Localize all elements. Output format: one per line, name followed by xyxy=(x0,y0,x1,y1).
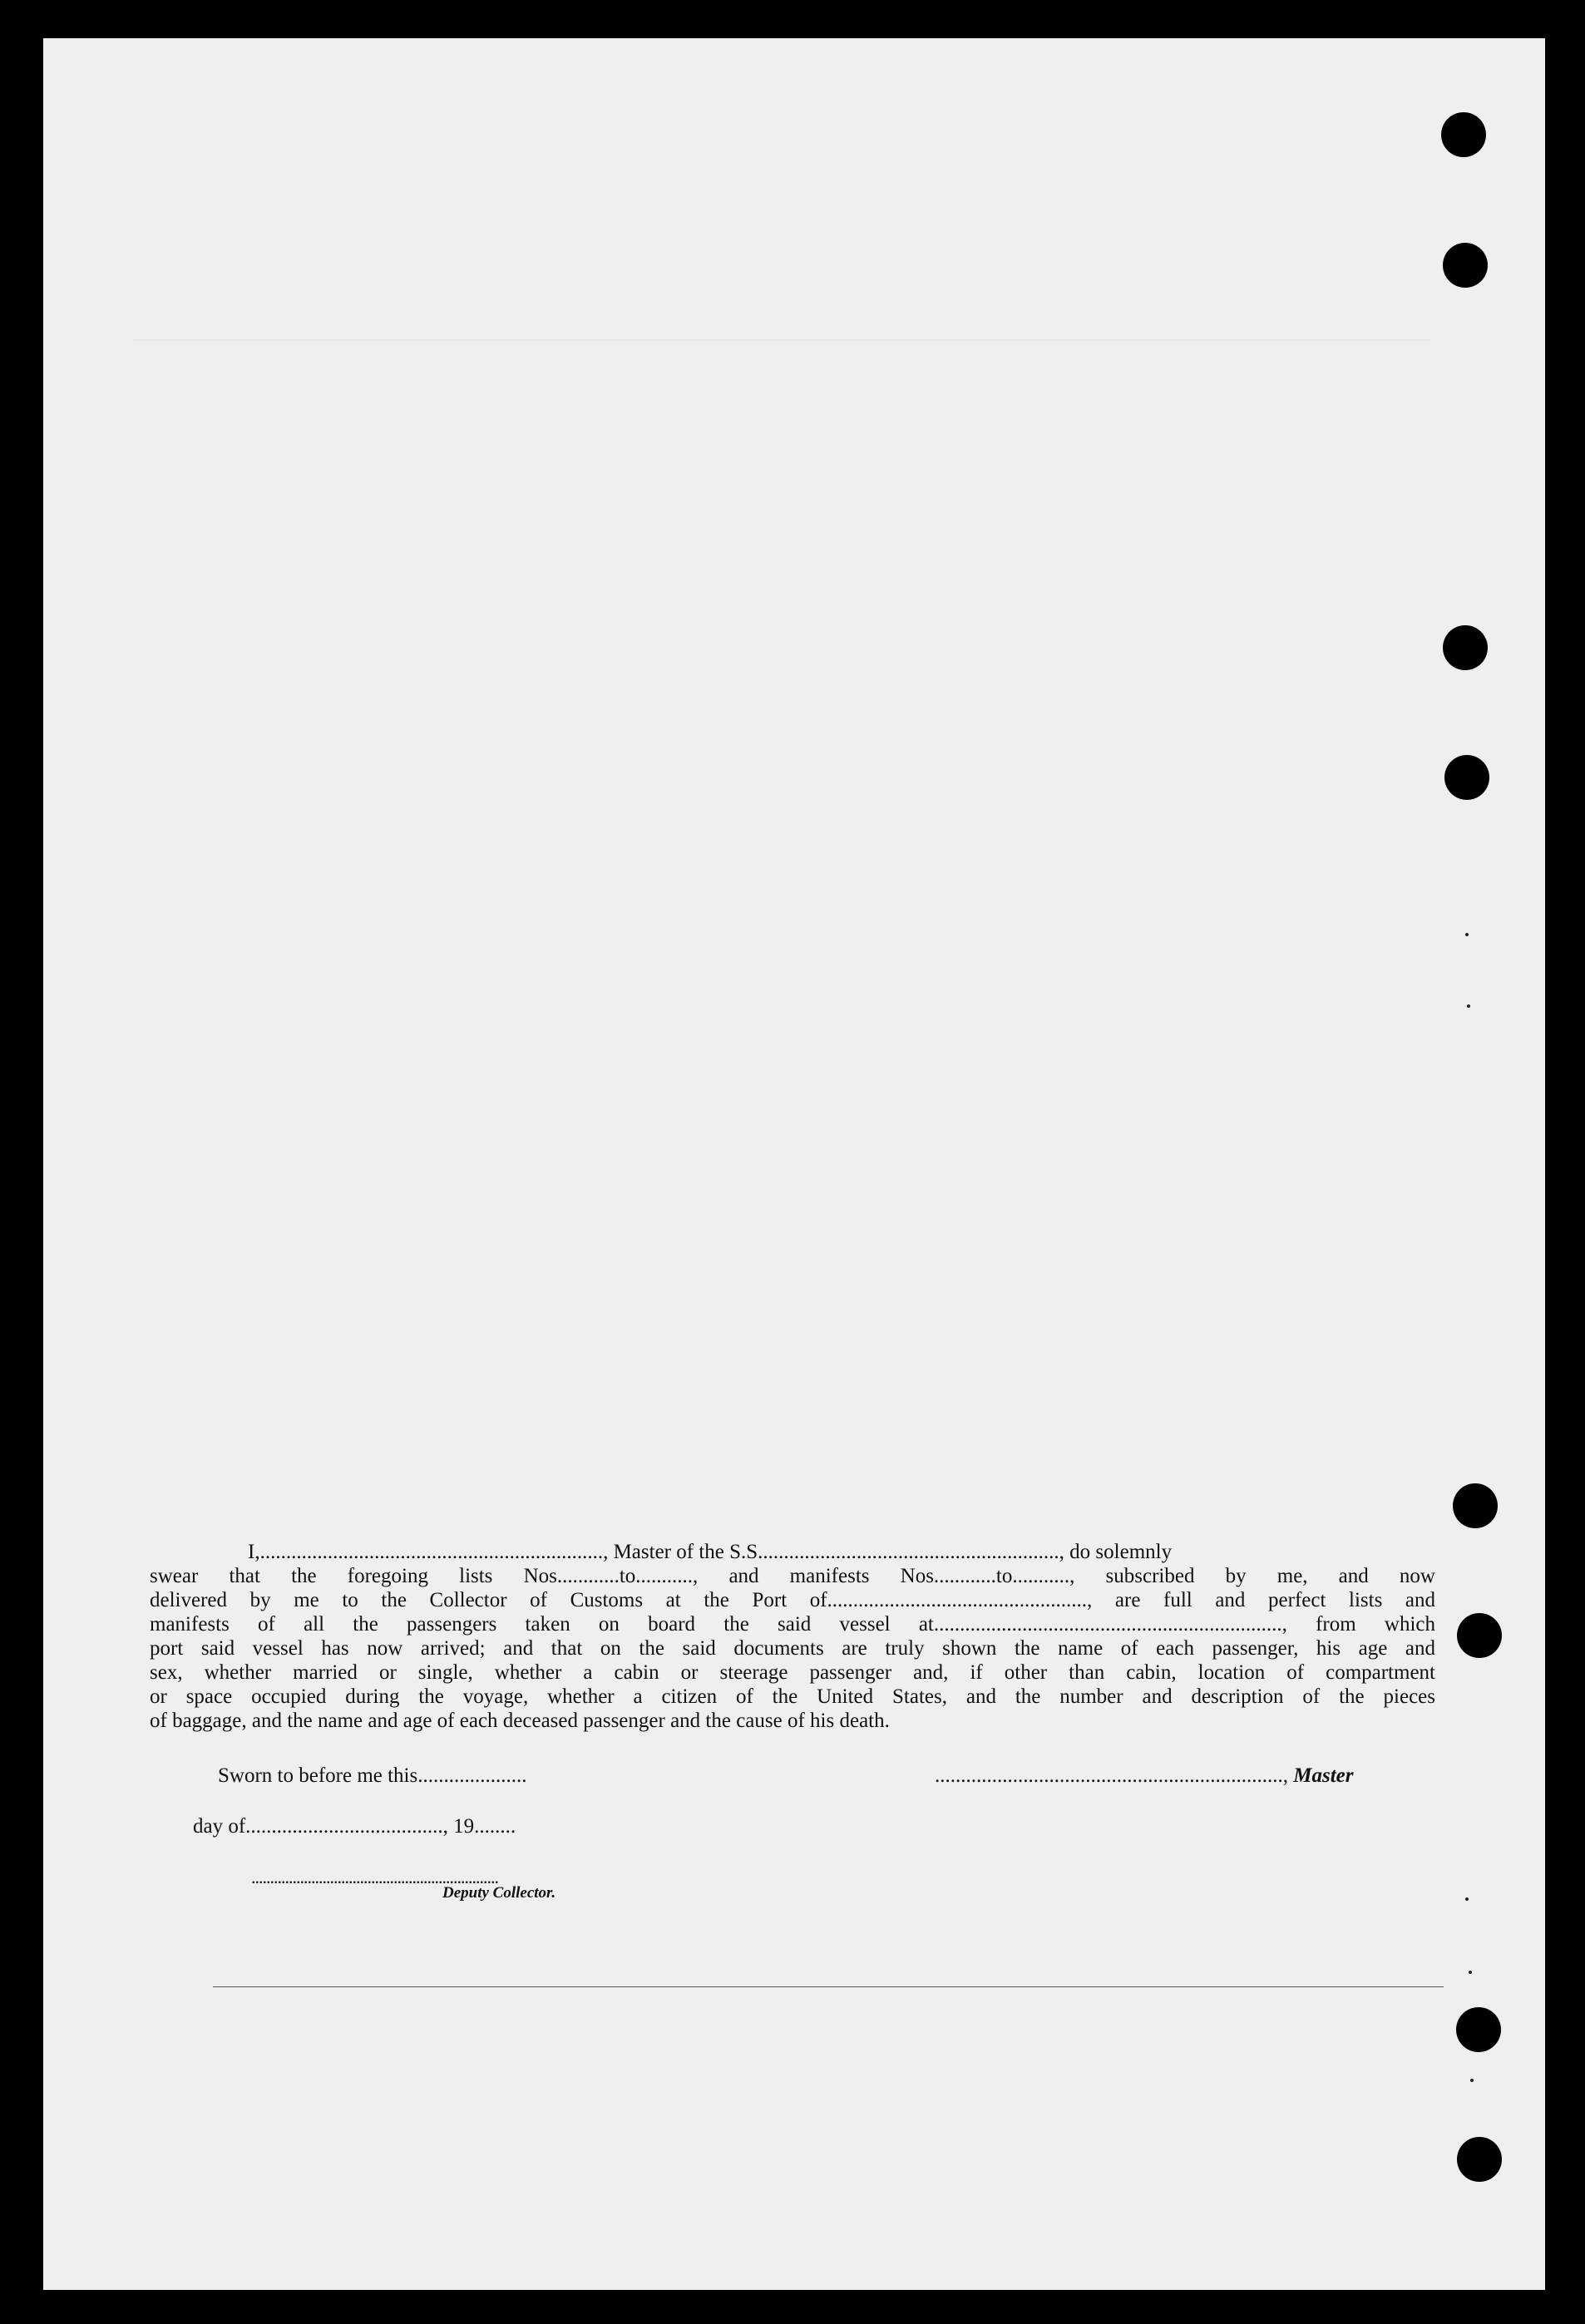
master-signature-line xyxy=(935,1764,1353,1788)
deputy-collector-label: Deputy Collector. xyxy=(442,1884,556,1902)
punch-hole xyxy=(1457,2137,1502,2182)
oath-line: of baggage, and the name and age of each deceased passenger and the cause of his death. xyxy=(150,1710,890,1732)
scan-speck xyxy=(1465,933,1469,936)
scan-speck xyxy=(1465,1897,1469,1901)
oath-line: manifests of all the passengers taken on board the said vessel at..................................................................., from which xyxy=(150,1613,1435,1636)
punch-hole xyxy=(1453,1483,1498,1528)
oath-line: I,.................................................................., Master of the S.S.........................................................., do solemnly xyxy=(248,1541,1173,1563)
punch-hole xyxy=(1443,243,1488,288)
punch-hole xyxy=(1441,112,1486,157)
punch-hole xyxy=(1444,755,1489,800)
bottom-rule xyxy=(213,1986,1444,1987)
master-label: Master xyxy=(1293,1764,1354,1787)
deputy-collector-signature-line: .................................................................. xyxy=(251,1867,498,1887)
master-oath-paragraph xyxy=(150,1540,1435,1733)
sworn-before-me-line: Sworn to before me this..................... xyxy=(218,1764,527,1787)
scan-speck xyxy=(1470,2079,1474,2082)
punch-hole xyxy=(1457,1613,1502,1658)
oath-line: sex, whether married or single, whether a cabin or steerage passenger and, if other than cabin, location of compartment xyxy=(150,1661,1435,1684)
punch-hole xyxy=(1456,2007,1501,2052)
oath-line: swear that the foregoing lists Nos............to..........., and manifests Nos............to..........., subscribed by me, and now xyxy=(150,1565,1435,1587)
oath-line: or space occupied during the voyage, whether a citizen of the United States, and the number and description of the pieces xyxy=(150,1685,1435,1708)
oath-line: delivered by me to the Collector of Customs at the Port of.................................................., are full and perfect lists and xyxy=(150,1589,1435,1611)
faded-rule-bleedthrough xyxy=(133,339,1430,341)
scan-speck xyxy=(1467,1004,1470,1008)
oath-line: port said vessel has now arrived; and that on the said documents are truly shown the name of each passenger, his age and xyxy=(150,1637,1435,1660)
document-page xyxy=(43,38,1545,2290)
master-signature-dots: ..................................................................., xyxy=(935,1764,1294,1787)
scan-speck xyxy=(1469,1971,1472,1974)
punch-hole xyxy=(1443,625,1488,670)
day-of-line: day of......................................, 19........ xyxy=(193,1815,516,1838)
faded-header-bleedthrough xyxy=(359,171,958,221)
